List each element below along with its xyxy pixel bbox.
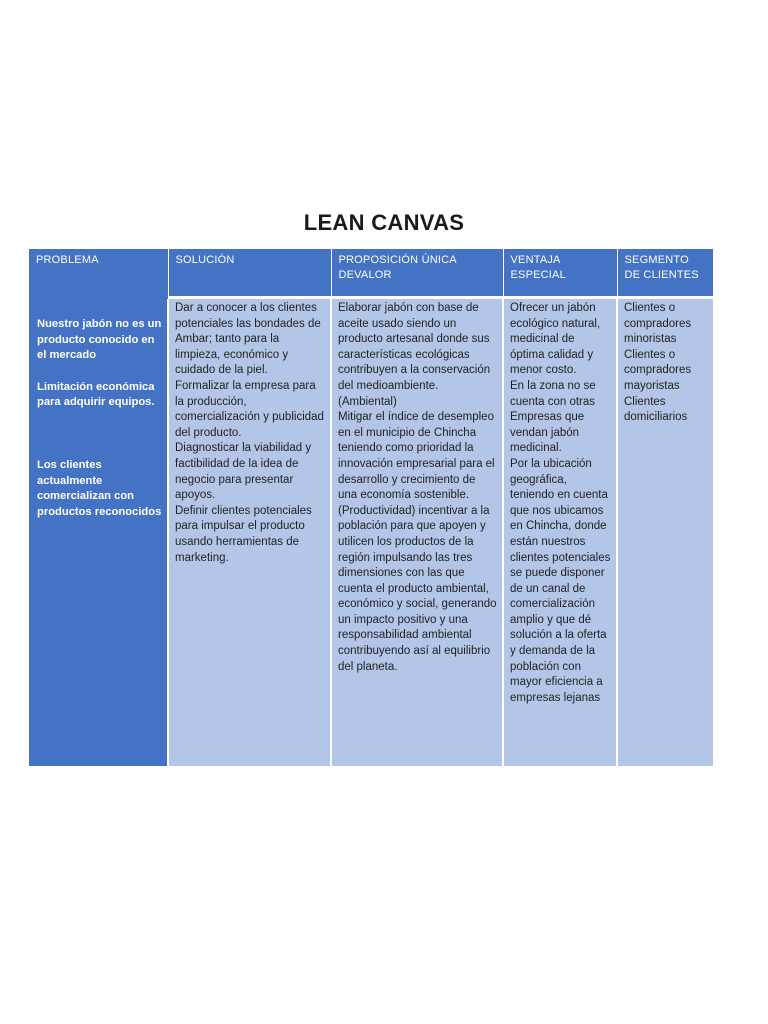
problema-item-2: Limitación económica para adquirir equipos. — [37, 380, 155, 409]
cell-segmento — [617, 299, 713, 766]
problema-item-3: Los clientes actualmente comercializan con productos reconocidos — [37, 458, 162, 518]
cell-solucion — [168, 299, 331, 766]
header-segmento: SEGMENTO DE CLIENTES — [617, 249, 713, 296]
cell-ventaja — [503, 299, 617, 766]
cell-problema — [29, 299, 168, 766]
header-row — [29, 249, 713, 296]
header-propuesta: PROPOSICIÓN ÚNICA DEVALOR — [331, 249, 503, 296]
solucion-text: Dar a conocer a los clientes potenciales las bondades de Ambar; tanto para la limpieza, económico y cuidado de la piel. Formalizar la empresa para la producción, comercialización y publicidad del producto. Diagnosticar la viabilidad y factibilidad de la idea de negocio para presentar apoyos. Definir clientes potenciales para impulsar el producto usando herramientas de marketing. — [175, 302, 324, 564]
segmento-text: Clientes o compradores minoristas Clientes o compradores mayoristas Clientes domiciliarios — [624, 302, 692, 424]
cell-propuesta — [331, 299, 503, 766]
content-row — [29, 299, 713, 766]
header-solucion: SOLUCIÓN — [168, 249, 331, 296]
lean-canvas-table — [29, 249, 713, 766]
header-problema: PROBLEMA — [29, 249, 168, 296]
header-ventaja: VENTAJA ESPECIAL — [503, 249, 617, 296]
propuesta-text: Elaborar jabón con base de aceite usado siendo un producto artesanal donde sus características ecológicas contribuyen a la conservación del medioambiente. (Ambiental) Mitigar el índice de desempleo en el municipio de Chincha teniendo como prioridad la innovación empresarial para el desarrollo y crecimiento de una economía sostenible. (Productividad) incentivar a la población para que apoyen y utilicen los productos de la región impulsando las tres dimensiones con las que cuenta el producto ambiental, económico y social, generando un impacto positivo y una responsabilidad ambiental contribuyendo así al equilibrio del planeta. — [338, 302, 497, 673]
problema-item-1: Nuestro jabón no es un producto conocido en el mercado — [37, 318, 162, 362]
ventaja-text: Ofrecer un jabón ecológico natural, medicinal de óptima calidad y menor costo. En la zona no se cuenta con otras Empresas que vendan jabón medicinal. Por la ubicación geográfica, teniendo en cuenta que nos ubicamos en Chincha, donde están nuestros clientes potenciales se puede disponer de un canal de comercialización amplio y que dé solución a la oferta y demanda de la población con mayor eficiencia a empresas lejanas — [510, 302, 611, 704]
page-title: LEAN CANVAS — [303, 210, 465, 235]
